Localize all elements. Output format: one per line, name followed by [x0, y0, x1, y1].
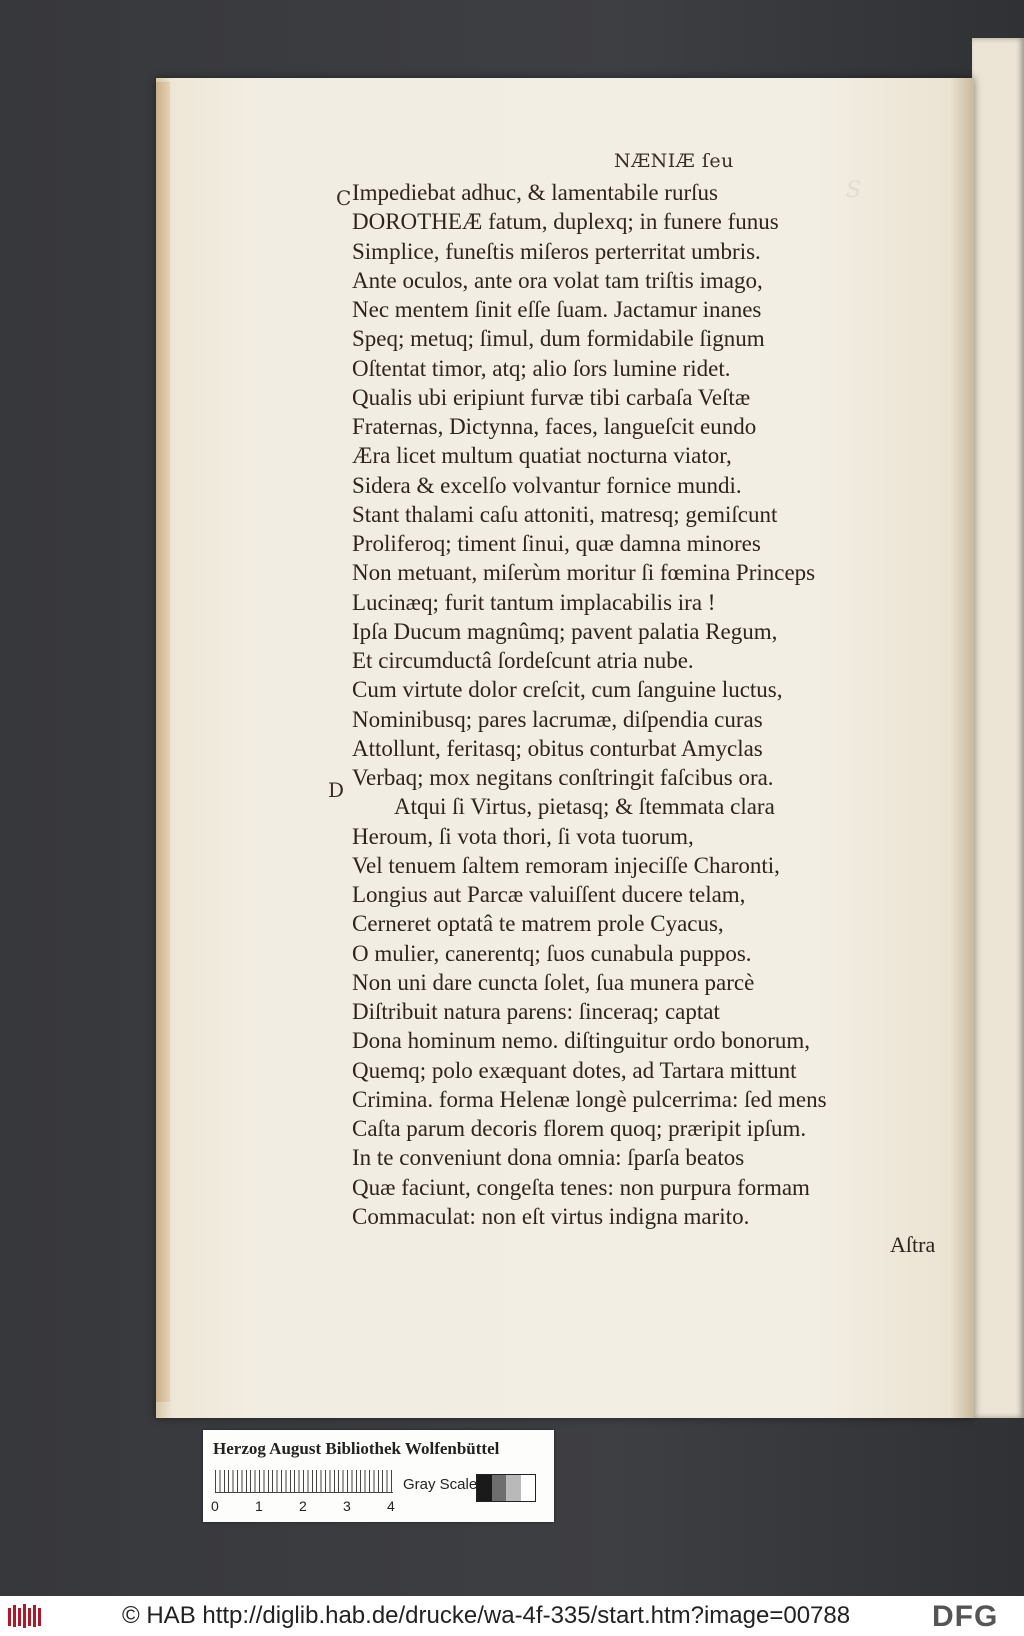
verse-line: Cum virtute dolor creſcit, cum ſanguine luctus, — [352, 677, 783, 703]
verse-line: DOROTHEÆ fatum, duplexq; in funere funus — [352, 209, 779, 235]
ruler-number: 1 — [255, 1498, 263, 1514]
verse-line: Proliferoq; timent ſinui, quæ damna minores — [352, 531, 761, 556]
verse-line: Stant thalami caſu attoniti, matresq; gemiſcunt — [352, 501, 778, 527]
verse-line: Non metuant, miſerùm moritur ſi fœmina Princeps — [352, 560, 816, 586]
gray-swatch — [477, 1475, 492, 1501]
verse-text — [352, 178, 882, 1231]
verse-line: Simplice, funeſtis miſeros perterritat umbris. — [352, 238, 761, 264]
ruler — [215, 1470, 393, 1493]
verse-line: O mulier, canerentq; ſuos cunabula puppos. — [352, 940, 752, 966]
verse-line: Crimina. forma Helenæ longè pulcerrima: ſed mens — [352, 1086, 827, 1112]
gray-scale-swatches — [476, 1474, 536, 1502]
running-head: NÆNIÆ ſeu — [614, 150, 734, 172]
verse-line: Longius aut Parcæ valuiſſent ducere telam, — [352, 882, 746, 907]
verse-line: Ipſa Ducum magnûmq; pavent palatia Regum, — [352, 618, 778, 644]
ruler-number: 4 — [387, 1498, 395, 1514]
verse-line: Nec mentem ſinit eſſe ſuam. Jactamur inanes — [352, 297, 762, 322]
verse-line: Diſtribuit natura parens: ſinceraq; captat — [352, 999, 720, 1024]
verse-line: Quæ faciunt, congeſta tenes: non purpura formam — [352, 1174, 810, 1200]
catchword: Aſtra — [890, 1232, 936, 1257]
verse-line: In te conveniunt dona omnia: ſparſa beatos — [352, 1145, 745, 1171]
verse-line: Speq; metuq; ſimul, dum formidabile ſignum — [352, 326, 765, 352]
verse-line: Caſta parum decoris florem quoq; præripit ipſum. — [352, 1116, 807, 1141]
page-edge — [156, 82, 170, 1402]
verse-line: Ante oculos, ante ora volat tam triſtis imago, — [352, 267, 763, 293]
verse-line: Et circumductâ ſordeſcunt atria nube. — [352, 648, 694, 673]
verse-line: Quemq; polo exæquant dotes, ad Tartara mittunt — [352, 1057, 797, 1083]
hab-logo-icon — [6, 1602, 46, 1630]
footer-citation-link[interactable]: © HAB http://diglib.hab.de/drucke/wa-4f-335/start.htm?image=00788 — [122, 1602, 851, 1629]
verse-line: Lucinæq; furit tantum implacabilis ira ! — [352, 589, 716, 615]
margin-letter-c: C — [336, 186, 352, 210]
adjacent-page-strip — [972, 38, 1024, 1418]
verse-line: Impediebat adhuc, & lamentabile rurſus — [352, 180, 718, 205]
verse-line: Cerneret optatâ te matrem prole Cyacus, — [352, 911, 724, 937]
verse-line: Verbaq; mox negitans conſtringit faſcibus ora. — [352, 765, 774, 790]
verse-line: Æra licet multum quatiat nocturna viator, — [352, 443, 732, 469]
bleed-through: S — [846, 178, 862, 203]
verse-line: Commaculat: non eſt virtus indigna marito. — [352, 1203, 750, 1229]
verse-line: Nominibusq; pares lacrumæ, diſpendia curas — [352, 706, 763, 732]
gray-swatch — [492, 1475, 507, 1501]
verse-line: Attollunt, feritasq; obitus conturbat Amyclas — [352, 735, 763, 761]
verse-line: Qualis ubi eripiunt furvæ tibi carbaſa Veſtæ — [352, 384, 751, 410]
ruler-number: 0 — [211, 1498, 219, 1514]
verse-line: Non uni dare cuncta ſolet, ſua munera parcè — [352, 969, 755, 995]
ruler-number: 3 — [343, 1498, 351, 1514]
dfg-logo: DFG — [932, 1600, 999, 1633]
verse-line: Heroum, ſi vota thori, ſi vota tuorum, — [352, 823, 694, 849]
verse-line: Vel tenuem ſaltem remoram injeciſſe Charonti, — [352, 852, 780, 878]
verse-line: Fraternas, Dictynna, faces, langueſcit eundo — [352, 414, 757, 439]
gray-scale-label: Gray Scale — [403, 1476, 478, 1493]
verse-line: Oſtentat timor, atq; alio ſors lumine ridet. — [352, 355, 731, 381]
card-title: Herzog August Bibliothek Wolfenbüttel — [213, 1439, 500, 1458]
gray-swatch — [521, 1475, 536, 1501]
ruler-number: 2 — [299, 1498, 307, 1514]
verse-line: Sidera & excelſo volvantur fornice mundi. — [352, 472, 742, 498]
verse-line: Dona hominum nemo. diſtinguitur ordo bonorum, — [352, 1028, 811, 1054]
verse-line: Atqui ſi Virtus, pietasq; & ſtemmata clara — [394, 794, 775, 820]
margin-letter-d: D — [328, 778, 345, 802]
gray-swatch — [506, 1475, 521, 1501]
footer-bar — [0, 1596, 1024, 1636]
scale-card — [203, 1430, 554, 1522]
